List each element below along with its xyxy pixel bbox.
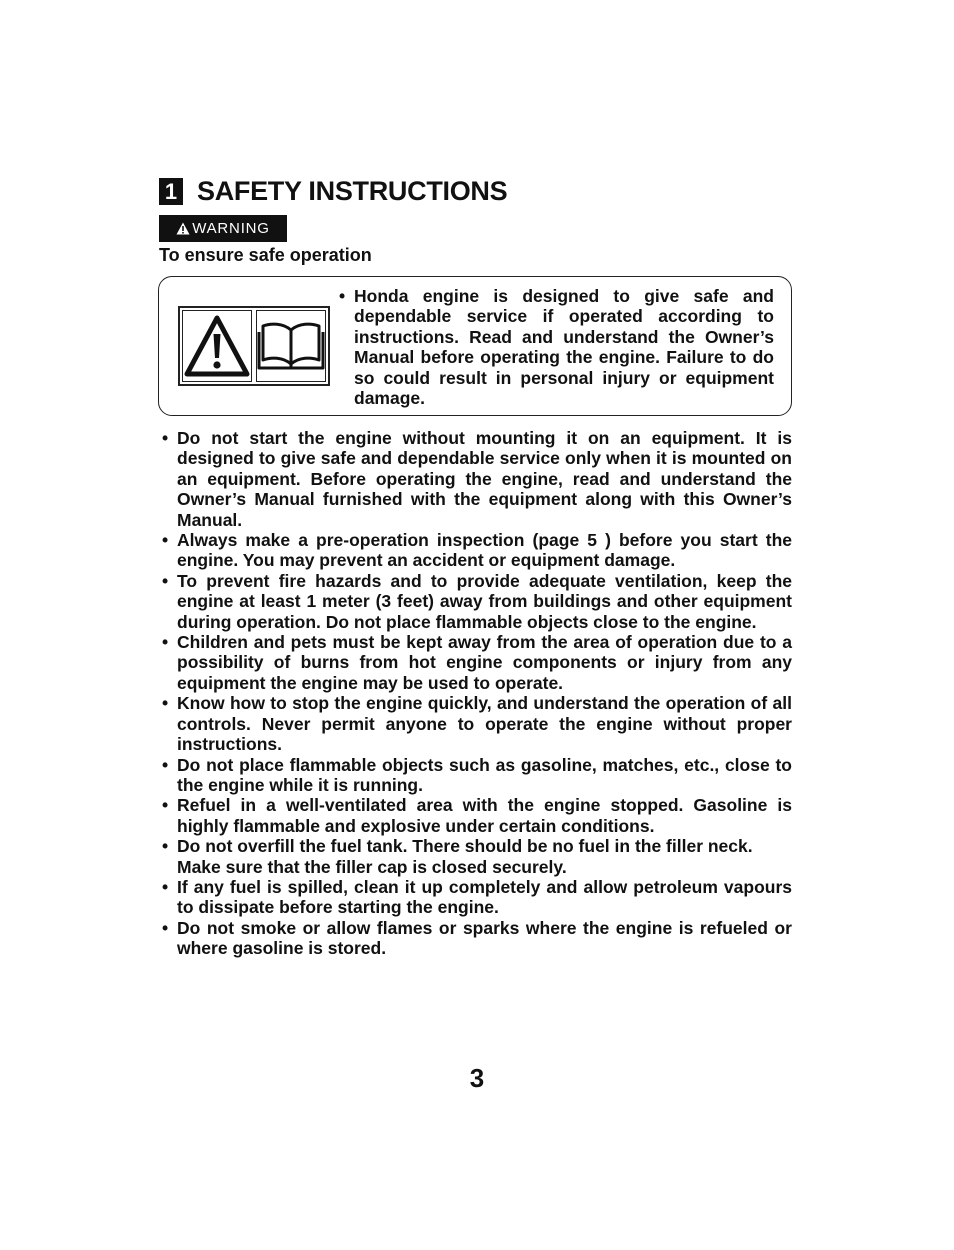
bullet-dot: • bbox=[162, 570, 169, 591]
safety-label-icons bbox=[178, 306, 330, 386]
page-title: SAFETY INSTRUCTIONS bbox=[197, 176, 508, 206]
list-item-text: Refuel in a well-ventilated area with the engine stopped. Gasoline is highly flammable and explosive under certain conditions. bbox=[177, 795, 792, 836]
list-item bbox=[162, 836, 792, 877]
warning-triangle-icon bbox=[184, 315, 250, 377]
list-item-text: If any fuel is spilled, clean it up completely and allow petroleum vapours to dissipate before starting the engine. bbox=[177, 876, 792, 918]
list-item-text: Children and pets must be kept away from the area of operation due to a possibility of burns from hot engine components or injury from any equipment the engine may be used to operate. bbox=[177, 632, 792, 693]
bullet-dot: • bbox=[162, 836, 169, 857]
bullet-dot: • bbox=[162, 754, 169, 775]
safety-bullet-list bbox=[162, 428, 792, 959]
warning-badge-label: WARNING bbox=[192, 220, 270, 237]
list-item bbox=[162, 571, 792, 632]
list-item bbox=[162, 795, 792, 836]
list-item bbox=[162, 918, 792, 959]
list-item-text: Do not smoke or allow flames or sparks where the engine is refueled or where gasoline is stored. bbox=[177, 917, 792, 959]
warning-triangle-icon bbox=[176, 222, 190, 235]
list-item-text: Always make a pre-operation inspection (page 5 ) before you start the engine. You may prevent an accident or equipment damage. bbox=[177, 530, 792, 571]
list-item bbox=[162, 877, 792, 918]
list-item bbox=[162, 755, 792, 796]
list-item bbox=[162, 632, 792, 693]
bullet-dot: • bbox=[162, 876, 169, 897]
list-item bbox=[162, 428, 792, 530]
bullet-dot: • bbox=[162, 428, 169, 448]
bullet-dot: • bbox=[162, 917, 169, 938]
box-notice bbox=[339, 286, 774, 408]
list-item-note: Make sure that the filler cap is closed securely. bbox=[177, 856, 567, 877]
bullet-dot: • bbox=[162, 693, 169, 714]
list-item-text: Do not start the engine without mounting it on an equipment. It is designed to give safe and dependable service only when it is mounted on an equipment. Before operating the engine, read and understand the Owner’s Manual furnished with the equipment along with this Owner’s Manual. bbox=[177, 428, 792, 530]
bullet-dot: • bbox=[162, 530, 169, 551]
box-notice-text: Honda engine is designed to give safe and dependable service if operated according to instructions. Read and understand the Owner’s Manual before operating the engine. Failure to do so could result in personal injury or equipment damage. bbox=[354, 286, 774, 409]
warning-badge bbox=[159, 215, 287, 242]
section-number: 1 bbox=[159, 178, 183, 205]
bullet-dot: • bbox=[162, 795, 169, 816]
list-item-body bbox=[177, 836, 792, 877]
bullet-dot: • bbox=[339, 286, 346, 306]
page-number: 3 bbox=[469, 1063, 485, 1093]
section-heading bbox=[159, 176, 507, 207]
manual-icon-cell bbox=[256, 310, 326, 382]
list-item-text: Do not overfill the fuel tank. There should be no fuel in the filler neck. bbox=[177, 836, 753, 857]
subheading: To ensure safe operation bbox=[159, 245, 372, 265]
list-item-text: Know how to stop the engine quickly, and understand the operation of all controls. Never permit anyone to operate the engine without proper instructions. bbox=[177, 693, 792, 755]
open-book-icon bbox=[257, 320, 325, 372]
list-item-text: To prevent fire hazards and to provide adequate ventilation, keep the engine at least 1 meter (3 feet) away from buildings and other equipment during operation. Do not place flammable objects close to the engine. bbox=[177, 570, 792, 632]
safety-notice-box bbox=[158, 276, 792, 416]
bullet-dot: • bbox=[162, 632, 169, 653]
list-item bbox=[162, 693, 792, 754]
warning-icon-cell bbox=[182, 310, 252, 382]
list-item-text: Do not place flammable objects such as gasoline, matches, etc., close to the engine while it is running. bbox=[177, 754, 792, 795]
list-item bbox=[162, 530, 792, 571]
